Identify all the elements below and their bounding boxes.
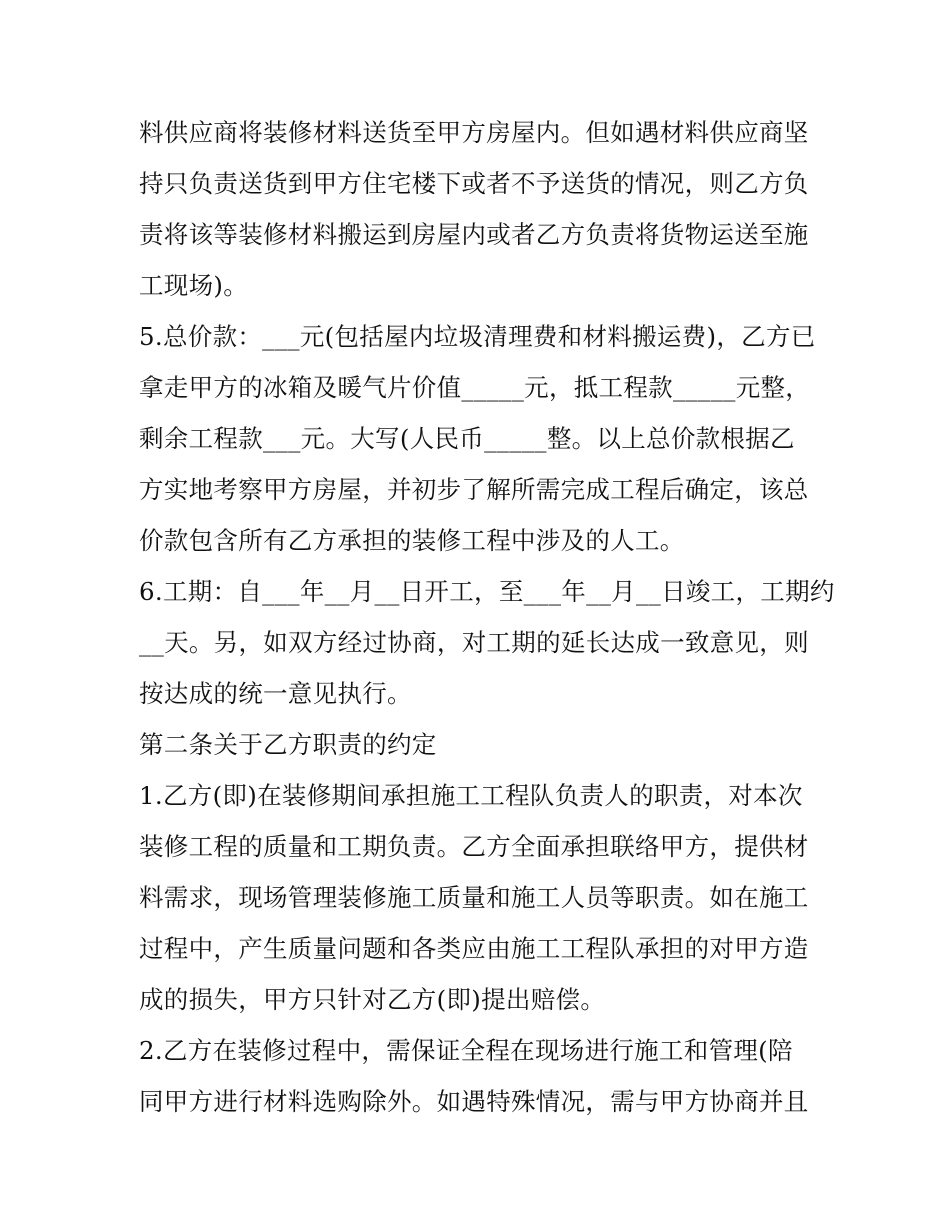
text-line: 过程中，产生质量问题和各类应由施工工程队承担的对甲方造 <box>139 934 809 963</box>
text-line: 方实地考察甲方房屋，并初步了解所需完成工程后确定，该总 <box>139 475 809 504</box>
clause-2-onsite: 2.乙方在装修过程中，需保证全程在现场进行施工和管理(陪 <box>139 1036 793 1065</box>
document-body <box>139 107 835 1127</box>
text-line: 责将该等装修材料搬运到房屋内或者乙方负责将货物运送至施 <box>139 220 809 249</box>
text-line: 价款包含所有乙方承担的装修工程中涉及的人工。 <box>139 526 685 555</box>
text-line: 按达成的统一意见执行。 <box>139 679 412 708</box>
text-line: __天。另，如双方经过协商，对工期的延长达成一致意见，则 <box>139 628 809 657</box>
text-line: 同甲方进行材料选购除外。如遇特殊情况，需与甲方协商并且 <box>139 1087 809 1116</box>
article-2-heading: 第二条关于乙方职责的约定 <box>139 730 437 759</box>
text-line: 拿走甲方的冰箱及暖气片价值_____元，抵工程款_____元整， <box>139 373 811 402</box>
text-line: 料需求，现场管理装修施工质量和施工人员等职责。如在施工 <box>139 883 809 912</box>
text-line: 装修工程的质量和工期负责。乙方全面承担联络甲方，提供材 <box>139 832 809 861</box>
text-line: 持只负责送货到甲方住宅楼下或者不予送货的情况，则乙方负 <box>139 169 809 198</box>
text-line: 成的损失，甲方只针对乙方(即)提出赔偿。 <box>139 985 606 1014</box>
clause-6-duration: 6.工期：自___年__月__日开工，至___年__月__日竣工，工期约 <box>139 577 835 606</box>
text-line: 剩余工程款___元。大写(人民币_____整。以上总价款根据乙 <box>139 424 795 453</box>
text-line: 料供应商将装修材料送货至甲方房屋内。但如遇材料供应商坚 <box>139 118 809 147</box>
text-line: 工现场)。 <box>139 271 249 300</box>
clause-5-total-price: 5.总价款：___元(包括屋内垃圾清理费和材料搬运费)，乙方已 <box>139 322 816 351</box>
clause-1-responsibility: 1.乙方(即)在装修期间承担施工工程队负责人的职责，对本次 <box>139 781 803 810</box>
